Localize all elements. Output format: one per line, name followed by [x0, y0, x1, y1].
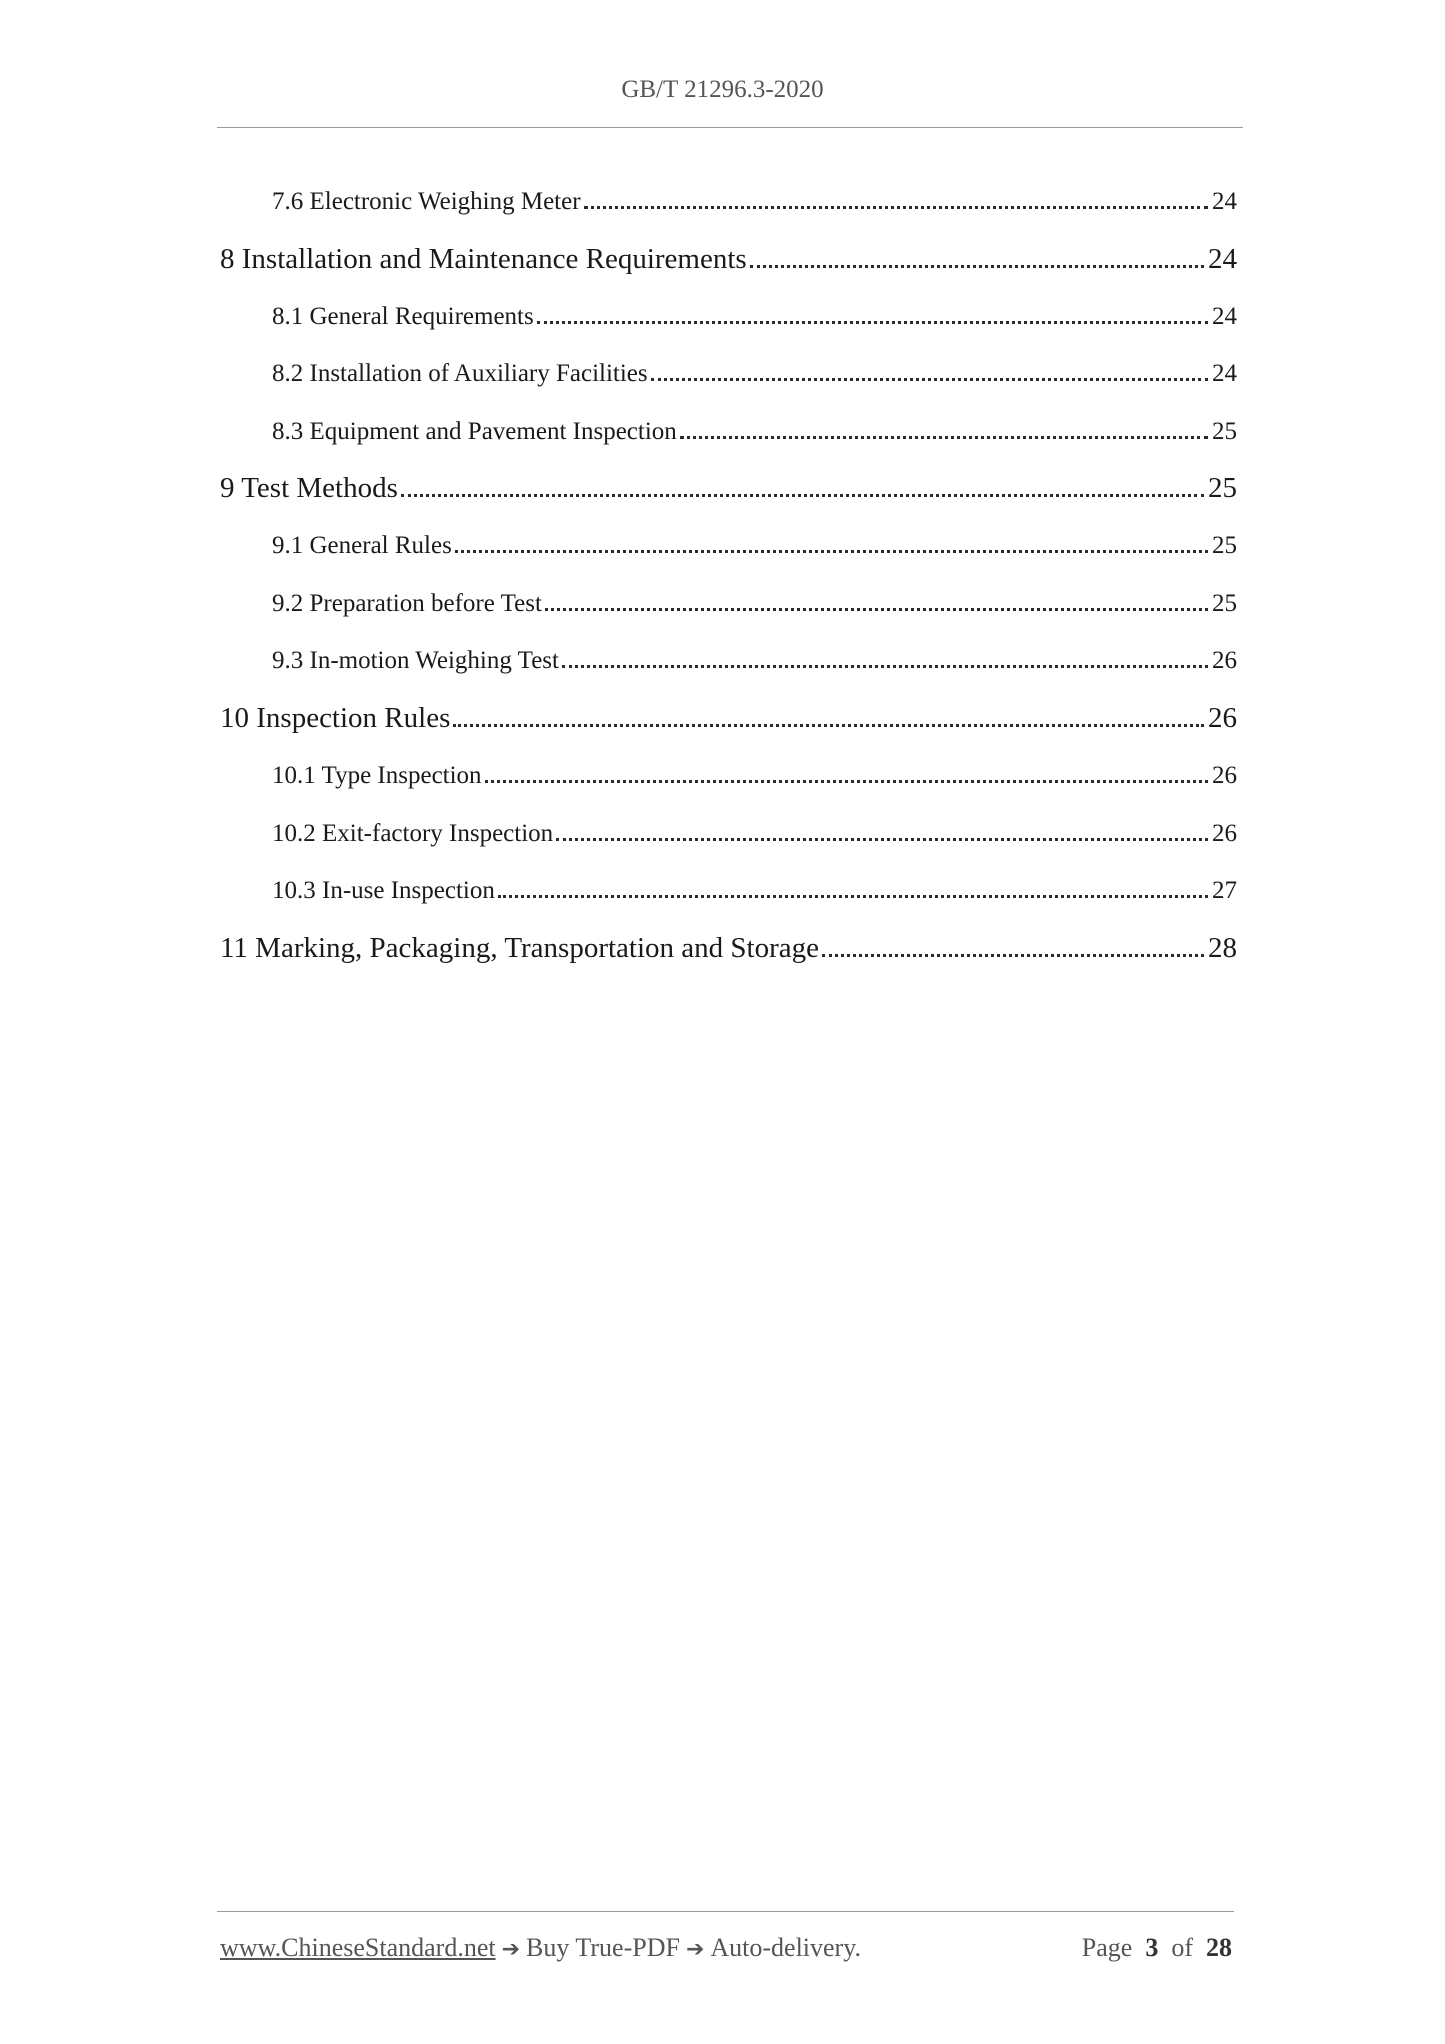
toc-dot-leader — [537, 303, 1208, 331]
toc-dot-leader — [651, 360, 1208, 388]
toc-entry-page: 27 — [1212, 877, 1237, 904]
site-link[interactable]: www.ChineseStandard.net — [220, 1933, 496, 1962]
toc-entry-title: 9.2 Preparation before Test — [272, 590, 542, 617]
buy-true-pdf-text: Buy True-PDF — [526, 1933, 680, 1962]
toc-entry-page: 24 — [1212, 360, 1237, 387]
toc-entry-title: 9.1 General Rules — [272, 532, 452, 559]
arrow-right-icon: ➔ — [685, 1937, 705, 1962]
toc-dot-leader — [498, 877, 1208, 905]
toc-entry[interactable] — [272, 820, 1237, 848]
toc-entry[interactable] — [272, 590, 1237, 618]
toc-entry-page: 25 — [1212, 590, 1237, 617]
toc-entry-title: 8.2 Installation of Auxiliary Facilities — [272, 360, 648, 387]
toc-dot-leader — [680, 418, 1208, 446]
toc-dot-leader — [822, 932, 1204, 965]
toc-dot-leader — [485, 762, 1208, 790]
toc-entry-page: 24 — [1208, 243, 1237, 275]
toc-entry-title: 10.3 In-use Inspection — [272, 877, 495, 904]
page-number — [1082, 1933, 1232, 1963]
toc-entry-page: 26 — [1212, 762, 1237, 789]
of-word: of — [1171, 1933, 1193, 1962]
toc-entry[interactable] — [272, 188, 1237, 216]
toc-entry[interactable] — [272, 303, 1237, 331]
footer-divider — [217, 1911, 1234, 1912]
toc-entry[interactable] — [272, 532, 1237, 560]
arrow-right-icon: ➔ — [501, 1937, 521, 1962]
toc-entry-title: 8.1 General Requirements — [272, 303, 534, 330]
toc-entry-title: 9.3 In-motion Weighing Test — [272, 647, 559, 674]
toc-entry[interactable] — [220, 932, 1237, 965]
toc-dot-leader — [545, 590, 1208, 618]
toc-dot-leader — [584, 188, 1208, 216]
toc-entry[interactable] — [220, 472, 1237, 505]
running-header: GB/T 21296.3-2020 — [621, 76, 824, 103]
page-current: 3 — [1145, 1933, 1159, 1962]
toc-entry-page: 24 — [1212, 188, 1237, 215]
toc-entry-page: 24 — [1212, 303, 1237, 330]
toc-entry-page: 26 — [1212, 647, 1237, 674]
toc-entry-title: 8 Installation and Maintenance Requirements — [220, 243, 747, 275]
toc-dot-leader — [750, 243, 1204, 276]
toc-entry[interactable] — [272, 877, 1237, 905]
toc-entry[interactable] — [272, 360, 1237, 388]
footer-promo — [220, 1933, 861, 1963]
toc-entry-page: 25 — [1212, 418, 1237, 445]
toc-entry[interactable] — [272, 647, 1237, 675]
toc-entry[interactable] — [272, 418, 1237, 446]
toc-dot-leader — [562, 647, 1208, 675]
toc-entry-page: 26 — [1212, 820, 1237, 847]
toc-entry-title: 10.2 Exit-factory Inspection — [272, 820, 554, 847]
toc-dot-leader — [455, 532, 1208, 560]
page-word: Page — [1081, 1933, 1133, 1962]
toc-entry-page: 25 — [1212, 532, 1237, 559]
page-total: 28 — [1206, 1933, 1232, 1962]
toc-entry-title: 11 Marking, Packaging, Transportation and Storage — [220, 932, 819, 964]
toc-entry-title: 10.1 Type Inspection — [272, 762, 482, 789]
toc-dot-leader — [453, 702, 1204, 735]
toc-entry-page: 26 — [1208, 702, 1237, 734]
auto-delivery-text: Auto-delivery. — [710, 1933, 862, 1962]
toc-entry-page: 28 — [1208, 932, 1237, 964]
toc-dot-leader — [556, 820, 1208, 848]
toc-entry-page: 25 — [1208, 472, 1237, 504]
toc-entry-title: 9 Test Methods — [220, 472, 398, 504]
toc-entry-title: 7.6 Electronic Weighing Meter — [272, 188, 581, 215]
toc-dot-leader — [401, 472, 1204, 505]
table-of-contents — [0, 0, 1445, 1000]
toc-entry[interactable] — [220, 702, 1237, 735]
toc-entry-title: 10 Inspection Rules — [220, 702, 451, 734]
toc-entry-title: 8.3 Equipment and Pavement Inspection — [272, 418, 677, 445]
toc-entry[interactable] — [272, 762, 1237, 790]
toc-entry[interactable] — [220, 243, 1237, 276]
